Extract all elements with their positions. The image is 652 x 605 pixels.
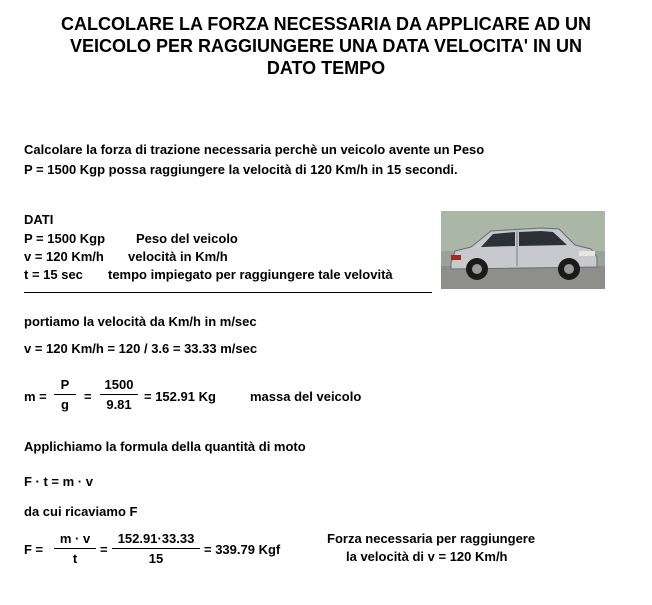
title-line-2: VEICOLO PER RAGGIUNGERE UNA DATA VELOCITA' IN UN xyxy=(70,36,582,56)
divider xyxy=(24,292,432,293)
force-lhs: F = xyxy=(24,542,44,557)
momentum-formula: F · t = m · v xyxy=(24,474,93,489)
momentum-derive: da cui ricaviamo F xyxy=(24,504,138,519)
data-v-desc: velocità in Km/h xyxy=(128,249,228,264)
conversion-heading: portiamo la velocità da Km/h in m/sec xyxy=(24,314,257,329)
title-line-3: DATO TEMPO xyxy=(266,58,386,78)
mass-equals-1: = xyxy=(84,389,92,404)
force-num-1: m · v xyxy=(59,531,91,546)
force-equals-1: = xyxy=(100,542,108,557)
mass-fraction-2 xyxy=(100,377,138,412)
data-t-value: t = 15 sec xyxy=(24,267,83,282)
force-num-2: 152.91·33.33 xyxy=(117,531,195,546)
force-fraction-2 xyxy=(112,531,200,566)
force-result: = 339.79 Kgf xyxy=(204,542,281,557)
problem-line-1: Calcolare la forza di trazione necessaria perchè un veicolo avente un Peso xyxy=(24,142,485,157)
data-p-value: P = 1500 Kgp xyxy=(24,231,106,246)
mass-num-1: P xyxy=(60,377,70,392)
force-desc-2: la velocità di v = 120 Km/h xyxy=(346,549,508,564)
data-t-desc: tempo impiegato per raggiungere tale velovità xyxy=(108,267,393,282)
title-line-1: CALCOLARE LA FORZA NECESSARIA DA APPLICARE AD UN xyxy=(61,14,591,34)
problem-line-2: P = 1500 Kgp possa raggiungere la velocità di 120 Km/h in 15 secondi. xyxy=(24,162,458,177)
force-den-2: 15 xyxy=(148,551,164,566)
data-heading: DATI xyxy=(24,212,54,227)
data-p-desc: Peso del veicolo xyxy=(136,231,238,246)
mass-den-2: 9.81 xyxy=(106,397,132,412)
mass-num-2: 1500 xyxy=(104,377,134,392)
mass-desc: massa del veicolo xyxy=(250,389,362,404)
mass-lhs: m = xyxy=(24,389,47,404)
mass-result: = 152.91 Kg xyxy=(144,389,216,404)
car-image xyxy=(441,211,605,289)
data-v-value: v = 120 Km/h xyxy=(24,249,104,264)
force-desc-1: Forza necessaria per raggiungere xyxy=(327,531,536,546)
mass-den-1: g xyxy=(61,397,69,412)
force-den-1: t xyxy=(72,551,78,566)
conversion-formula: v = 120 Km/h = 120 / 3.6 = 33.33 m/sec xyxy=(24,341,258,356)
momentum-heading: Applichiamo la formula della quantità di moto xyxy=(24,439,306,454)
force-fraction-1 xyxy=(54,531,96,566)
mass-fraction-1 xyxy=(54,377,76,412)
